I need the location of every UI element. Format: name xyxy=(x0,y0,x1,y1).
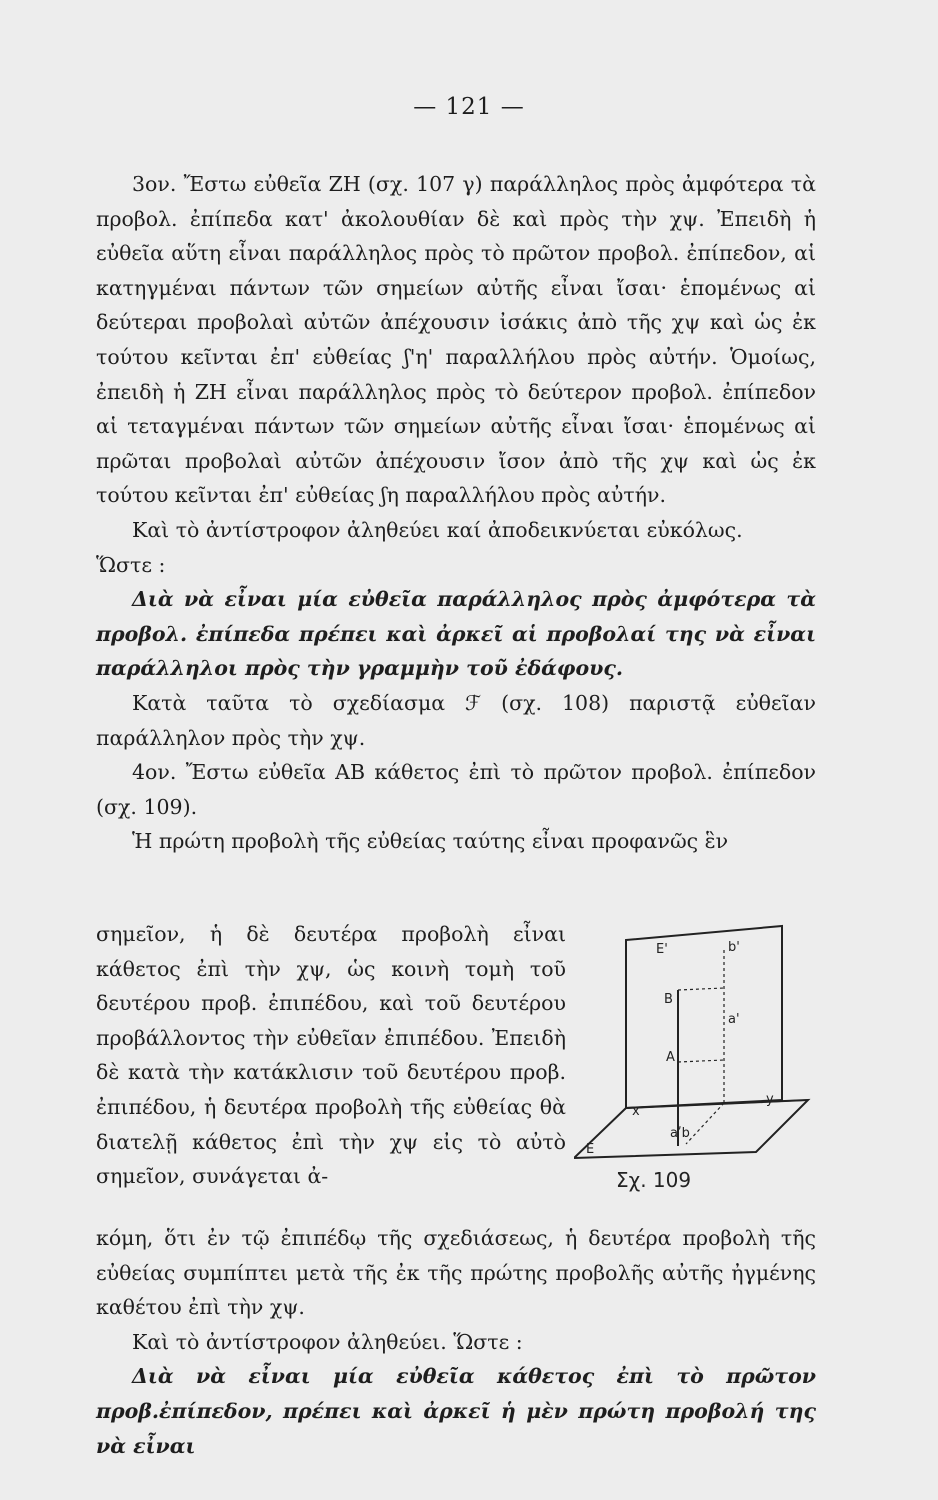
paragraph-converse: Καὶ τὸ ἀντίστροφον ἀληθεύει καί ἀποδεικνύεται εὐκόλως. xyxy=(132,517,743,542)
theorem-parallel: Διὰ νὰ εἶναι μία εὐθεῖα παράλληλος πρὸς ἀμφότερα τὰ προβολ. ἐπίπεδα πρέπει καὶ ἀρκεῖ αἱ προβολαί της νὰ εἶναι παράλληλοι πρὸς τὴν γραμμὴν τοῦ ἐδάφους. xyxy=(96,587,816,681)
paragraph-case-4: 4ον. Ἔστω εὐθεῖα ΑΒ κάθετος ἐπὶ τὸ πρῶτον προβολ. ἐπίπεδον (σχ. 109). xyxy=(96,760,816,819)
text-block-wrapped xyxy=(96,917,566,1194)
horizontal-plane xyxy=(574,1100,808,1158)
projector-a xyxy=(678,1060,724,1062)
paragraph-converse-2: Καὶ τὸ ἀντίστροφον ἀληθεύει. Ὥστε : xyxy=(132,1329,523,1354)
text-block-lower xyxy=(96,1221,816,1463)
paragraph-second-projection: σημεῖον, ἡ δὲ δευτέρα προβολὴ εἶναι κάθετος ἐπὶ τὴν χψ, ὡς κοινὴ τομὴ τοῦ δευτέρου προβ. ἐπιπέδου, καὶ τοῦ δευτέρου προβάλλοντος τὴν εὐθεῖαν ἐπιπέδου. Ἐπειδὴ δὲ κατὰ τὴν κατάκλισιν τοῦ δευτέρου προβ. ἐπιπέδου, ἡ δευτέρα προβολὴ τῆς εὐθείας θὰ διατελῇ κάθετος ἐπὶ τὴν χψ εἰς τὸ αὐτὸ σημεῖον, συνάγεται ἀ- xyxy=(96,922,566,1189)
text-block-upper xyxy=(96,167,816,859)
label-y: y xyxy=(766,1092,774,1107)
figure-109-drawing xyxy=(574,920,820,1192)
paragraph-hence: Ὥστε : xyxy=(96,552,166,577)
paragraph-coincides: κόμη, ὅτι ἐν τῷ ἐπιπέδῳ τῆς σχεδιάσεως, ἡ δευτέρα προβολὴ τῆς εὐθείας συμπίπτει μετὰ τῆς ἐκ τῆς πρώτης προβολῆς αὐτῆς ἠγμένης καθέτου ἐπὶ τὴν χψ. xyxy=(96,1226,816,1320)
figure-caption: Σχ. 109 xyxy=(616,1168,692,1192)
paragraph-case-3: 3ον. Ἔστω εὐθεῖα ΖΗ (σχ. 107 γ) παράλληλος πρὸς ἀμφότερα τὰ προβολ. ἐπίπεδα κατ' ἀκολουθίαν δὲ καὶ πρὸς τὴν χψ. Ἐπειδὴ ἡ εὐθεῖα αὕτη εἶναι παράλληλος πρὸς τὸ πρῶτον προβολ. ἐπίπεδον, αἱ κατηγμέναι πάντων τῶν σημείων αὐτῆς εἶναι ἴσαι· ἑπομένως αἱ δεύτεραι προβολαὶ αὐτῶν ἀπέχουσιν ἰσάκις ἀπὸ τῆς χψ καὶ ὡς ἐκ τούτου κεῖνται ἐπ' εὐθείας ʃ'η' παραλλήλου πρὸς αὐτήν. Ὁμοίως, ἐπειδὴ ἡ ΖΗ εἶναι παράλληλος πρὸς τὸ δεύτερον προβολ. ἐπίπεδον αἱ τεταγμέναι πάντων τῶν σημείων αὐτῆς εἶναι ἴσαι· ἑπομένως αἱ πρῶται προβολαὶ αὐτῶν ἀπέχουσιν ἴσον ἀπὸ τῆς χψ καὶ ὡς ἐκ τούτου κεῖνται ἐπ' εὐθείας ʃη παραλλήλου πρὸς αὐτήν. xyxy=(96,172,816,508)
theorem-perpendicular: Διὰ νὰ εἶναι μία εὐθεῖα κάθετος ἐπὶ τὸ πρῶτον προβ.ἐπίπεδον, πρέπει καὶ ἀρκεῖ ἡ μὲν πρώτη προβολή της νὰ εἶναι xyxy=(96,1364,816,1458)
label-e-prime: E' xyxy=(656,942,668,957)
label-b: B xyxy=(664,992,673,1007)
label-b-prime: b' xyxy=(728,940,740,955)
paragraph-first-projection: Ἡ πρώτη προβολὴ τῆς εὐθείας ταύτης εἶναι προφανῶς ἓν xyxy=(132,829,729,854)
paragraph-sketch-108: Κατὰ ταῦτα τὸ σχεδίασμα ℱ (σχ. 108) παριστᾷ εὐθεῖαν παράλληλον πρὸς τὴν χψ. xyxy=(96,690,816,750)
page-number: — 121 — xyxy=(413,94,525,120)
vertical-plane xyxy=(626,926,782,1108)
projection-to-ground xyxy=(686,1103,724,1144)
ground-line xyxy=(626,1100,808,1108)
projector-b xyxy=(678,988,724,990)
label-x: x xyxy=(632,1104,640,1119)
label-e: E xyxy=(586,1142,595,1157)
label-a-prime: a' xyxy=(728,1012,740,1027)
figure-109 xyxy=(574,920,820,1192)
label-a: A xyxy=(666,1050,675,1065)
label-ab: aʹb xyxy=(670,1126,690,1141)
